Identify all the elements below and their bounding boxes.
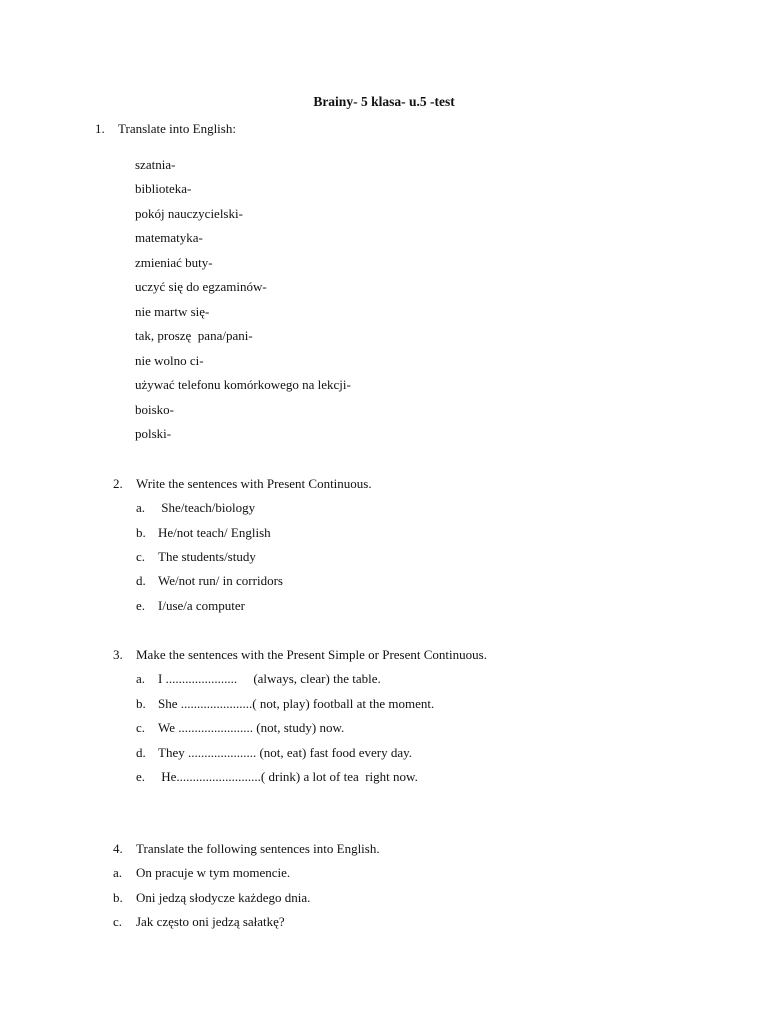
section-4-number: 4.: [113, 841, 123, 856]
item-letter: d.: [136, 573, 146, 588]
list-item: On pracuje w tym momencie.: [136, 865, 291, 880]
list-item: She/teach/biology: [158, 500, 256, 515]
section-2-number: 2.: [113, 476, 123, 491]
item-letter: b.: [136, 696, 146, 711]
item-letter: e.: [136, 769, 146, 784]
item-letter: c.: [113, 914, 123, 929]
item-letter: d.: [136, 745, 146, 760]
word-item: boisko-: [135, 402, 174, 417]
item-letter: c.: [136, 549, 146, 564]
word-item: polski-: [135, 426, 172, 441]
word-item: nie martw się-: [135, 304, 210, 319]
page-title: Brainy- 5 klasa- u.5 -test: [313, 94, 455, 109]
section-2-instruction: Write the sentences with Present Continuous.: [136, 476, 372, 491]
list-item: Jak często oni jedzą sałatkę?: [136, 914, 285, 929]
word-item: zmieniać buty-: [135, 255, 213, 270]
section-3-number: 3.: [113, 647, 123, 662]
item-letter: e.: [136, 598, 146, 613]
word-item: biblioteka-: [135, 181, 192, 196]
word-item: tak, proszę pana/pani-: [135, 328, 253, 343]
section-4-instruction: Translate the following sentences into English.: [136, 841, 380, 856]
list-item: She ......................( not, play) football at the moment.: [158, 696, 435, 711]
list-item: I/use/a computer: [158, 598, 245, 613]
item-letter: a.: [136, 671, 146, 686]
word-item: uczyć się do egzaminów-: [135, 279, 267, 294]
list-item: He..........................( drink) a lot of tea right now.: [158, 769, 418, 784]
list-item: We/not run/ in corridors: [158, 573, 283, 588]
list-item: They ..................... (not, eat) fast food every day.: [158, 745, 413, 760]
word-item: matematyka-: [135, 230, 203, 245]
word-item: nie wolno ci-: [135, 353, 204, 368]
word-item: szatnia-: [135, 157, 176, 172]
list-item: We ....................... (not, study) now.: [158, 720, 345, 735]
item-letter: c.: [136, 720, 146, 735]
item-letter: a.: [136, 500, 146, 515]
section-1-instruction: Translate into English:: [118, 121, 236, 136]
section-3-instruction: Make the sentences with the Present Simple or Present Continuous.: [136, 647, 487, 662]
item-letter: a.: [113, 865, 123, 880]
section-1-number: 1.: [95, 121, 105, 136]
word-item: pokój nauczycielski-: [135, 206, 243, 221]
word-item: używać telefonu komórkowego na lekcji-: [135, 377, 351, 392]
list-item: Oni jedzą słodycze każdego dnia.: [136, 890, 311, 905]
list-item: He/not teach/ English: [158, 525, 271, 540]
list-item: The students/study: [158, 549, 256, 564]
item-letter: b.: [136, 525, 146, 540]
item-letter: b.: [113, 890, 123, 905]
list-item: I ...................... (always, clear) the table.: [158, 671, 381, 686]
